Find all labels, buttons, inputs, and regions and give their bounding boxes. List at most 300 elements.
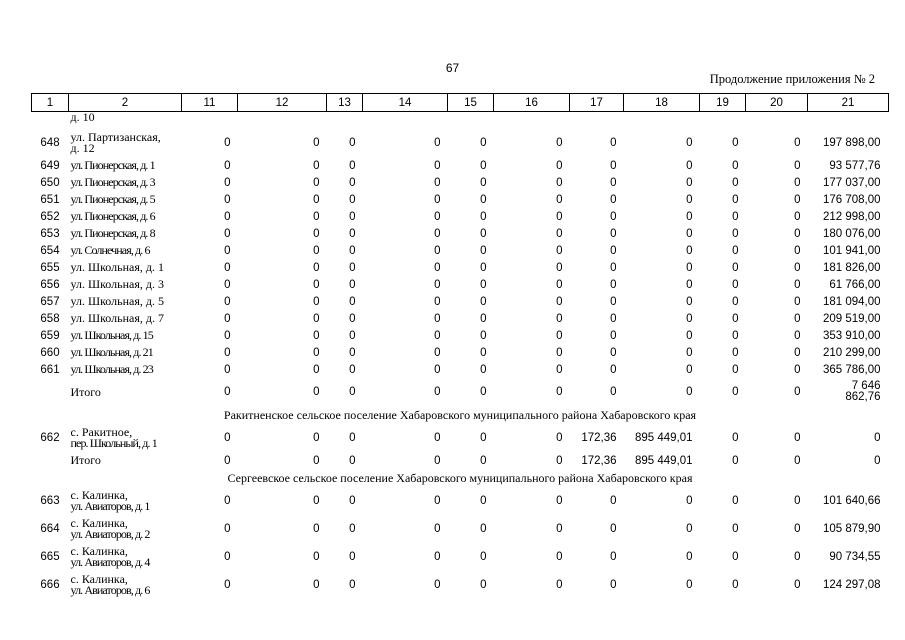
value-cell: 0 [686,227,693,240]
column-header: 14 [363,94,448,112]
value-cell: 0 [686,523,693,535]
value-cell: 90 734,55 [829,551,881,563]
row-number: 652 [40,210,60,223]
value-cell: 0 [794,227,801,240]
column-header: 18 [624,94,700,112]
table-row [32,242,889,259]
value-cell: 0 [556,386,563,398]
value-cell: 0 [732,346,739,359]
address-line: с. Калинка, [70,572,128,586]
value-cell: 0 [686,261,693,274]
value-cell: 365 786,00 [822,363,881,376]
value-cell: 0 [224,278,231,291]
address-line: ул. Пионерская, д. 8 [70,226,155,240]
value-cell: 0 [313,579,320,591]
value-cell: 0 [434,210,441,223]
value-cell: 0 [349,329,356,342]
address-line: ул. Солнечная, д. 6 [70,243,150,257]
value-cell: 101 640,66 [822,495,881,507]
value-cell: 0 [480,579,487,591]
table-body [32,112,889,600]
table-row [32,571,889,599]
address-line: ул. Партизанская, [70,130,161,144]
value-cell: 895 449,01 [634,432,693,444]
section-title: Ракитненское сельское поселение Хабаровского муниципального района Хабаровского края [223,407,697,422]
address-cell [69,361,182,378]
value-cell [624,112,700,130]
value-cell: 0 [686,346,693,359]
value-cell: 0 [349,278,356,291]
value-cell [182,112,238,130]
address-cell [69,424,182,452]
value-cell: 0 [480,551,487,563]
address-line: ул. Школьная, д. 23 [70,362,153,376]
value-cell: 0 [556,346,563,359]
value-cell: 0 [732,329,739,342]
value-cell: 0 [480,278,487,291]
value-cell: 0 [313,454,320,467]
table-row [32,515,889,543]
value-cell: 0 [313,210,320,223]
column-header: 11 [182,94,238,112]
row-number: 660 [40,346,60,359]
value-cell: 0 [313,244,320,257]
value-cell: 0 [732,312,739,325]
address-line: ул. Пионерская, д. 5 [70,192,155,206]
value-cell: 0 [794,551,801,563]
value-cell: 0 [556,454,563,467]
address-line: ул. Пионерская, д. 3 [70,175,155,189]
value-cell: 0 [556,579,563,591]
value-cell: 0 [224,523,231,535]
address-cell [69,515,182,543]
value-cell [746,112,808,130]
value-cell: 0 [349,193,356,206]
address-line: ул. Школьная, д. 1 [70,260,164,274]
value-cell: 0 [313,312,320,325]
address-cell [69,276,182,293]
value-cell: 0 [480,210,487,223]
value-cell: 0 [480,346,487,359]
column-header: 20 [746,94,808,112]
value-cell: 0 [224,551,231,563]
address-cell [69,259,182,276]
section-row [32,406,889,424]
value-cell: 0 [434,495,441,507]
value-cell: 0 [349,346,356,359]
value-cell: 0 [556,278,563,291]
value-cell: 0 [434,227,441,240]
value-cell: 0 [434,363,441,376]
value-cell: 0 [610,346,617,359]
value-cell: 0 [480,176,487,189]
value-cell: 181 094,00 [822,295,881,308]
value-cell: 0 [610,210,617,223]
value-cell: 0 [224,329,231,342]
value-cell: 0 [224,137,231,149]
address-cell [69,225,182,242]
value-cell: 0 [349,261,356,274]
total-row [32,452,889,469]
value-cell: 0 [224,386,231,398]
value-cell: 0 [349,244,356,257]
table-row [32,157,889,174]
value-cell: 0 [874,432,881,444]
value-cell: 0 [224,176,231,189]
value-cell: 0 [556,137,563,149]
value-cell: 0 [434,261,441,274]
value-cell: 0 [434,329,441,342]
address-cell [69,327,182,344]
value-cell: 0 [224,261,231,274]
value-cell: 0 [556,523,563,535]
value-cell: 0 [686,278,693,291]
row-number: 648 [40,137,60,149]
address-line: ул. Авиаторов, д. 6 [70,583,150,597]
value-cell: 0 [794,579,801,591]
value-cell: 0 [480,193,487,206]
value-cell: 0 [349,432,356,444]
continuation-note: Продолжение приложения № 2 [709,72,875,86]
value-cell: 0 [480,227,487,240]
value-cell: 0 [732,295,739,308]
table-row [32,543,889,571]
value-cell [570,112,624,130]
value-cell: 0 [434,551,441,563]
value-cell: 0 [349,176,356,189]
value-cell: 181 826,00 [822,261,881,274]
value-cell: 180 076,00 [822,227,881,240]
value-cell: 895 449,01 [634,454,693,467]
value-cell: 0 [686,137,693,149]
table-row [32,208,889,225]
column-header: 1 [32,94,69,112]
value-cell: 0 [434,176,441,189]
value-cell: 0 [349,363,356,376]
value-cell: 105 879,90 [822,523,881,535]
row-number: 655 [40,261,60,274]
value-cell: 0 [480,295,487,308]
value-cell: 209 519,00 [822,312,881,325]
value-cell: 0 [313,176,320,189]
value-cell: 0 [610,159,617,172]
column-header: 12 [238,94,327,112]
value-cell: 0 [480,454,487,467]
value-cell: 0 [434,579,441,591]
column-header: 16 [494,94,570,112]
value-cell: 0 [686,329,693,342]
value-cell: 0 [610,295,617,308]
value-cell: 0 [610,495,617,507]
address-line: д. 12 [70,141,95,155]
value-cell: 0 [732,193,739,206]
value-cell: 0 [794,295,801,308]
value-cell: 0 [732,363,739,376]
value-cell: 0 [686,176,693,189]
value-cell: 0 [686,579,693,591]
value-cell [238,112,327,130]
value-cell: 197 898,00 [822,137,881,149]
table-row [32,259,889,276]
value-cell: 0 [686,551,693,563]
total-row [32,378,889,406]
value-cell: 0 [732,227,739,240]
value-cell: 0 [732,432,739,444]
value-cell: 0 [794,329,801,342]
address-cell [69,157,182,174]
value-cell: 0 [556,210,563,223]
section-row [32,469,889,487]
value-cell: 0 [794,346,801,359]
value-cell: 0 [732,244,739,257]
table-row [32,293,889,310]
address-line: ул. Авиаторов, д. 2 [70,527,150,541]
value-cell: 0 [480,159,487,172]
address-cell [69,191,182,208]
value-cell: 0 [349,495,356,507]
value-cell: 0 [313,329,320,342]
value-cell: 0 [610,386,617,398]
value-cell: 0 [794,137,801,149]
row-number: 663 [40,495,60,507]
register-table [31,93,889,599]
value-cell: 177 037,00 [822,176,881,189]
value-cell: 353 910,00 [822,329,881,342]
value-cell: 0 [874,454,881,467]
value-cell: 0 [349,551,356,563]
value-cell: 0 [224,193,231,206]
value-cell: 0 [686,312,693,325]
column-header: 13 [327,94,363,112]
value-cell: 0 [794,312,801,325]
value-cell: 0 [610,261,617,274]
value-cell: 0 [610,523,617,535]
value-cell: 0 [313,432,320,444]
value-cell: 0 [313,137,320,149]
value-cell: 0 [556,176,563,189]
value-cell: 0 [556,295,563,308]
table-row [32,129,889,157]
address-cell [69,242,182,259]
value-cell: 0 [556,551,563,563]
value-cell: 0 [610,193,617,206]
address-line: ул. Школьная, д. 7 [70,311,164,325]
address-cell [69,543,182,571]
value-cell: 0 [434,312,441,325]
value-cell: 0 [794,176,801,189]
value-cell: 0 [313,193,320,206]
value-cell: 0 [556,244,563,257]
address-line: ул. Школьная, д. 5 [70,294,164,308]
section-title: Сергеевское сельское поселение Хабаровского муниципального района Хабаровского края [227,470,693,485]
value-cell: 0 [794,432,801,444]
value-cell: 0 [313,551,320,563]
value-cell: 0 [434,159,441,172]
value-cell: 0 [686,210,693,223]
table-row [32,310,889,327]
row-number [32,378,69,406]
address-line: ул. Авиаторов, д. 1 [70,499,150,513]
value-cell: 0 [224,227,231,240]
value-cell: 0 [349,312,356,325]
value-cell: 0 [732,579,739,591]
address-line: с. Калинка, [70,488,128,502]
table-row [32,327,889,344]
value-cell: 0 [556,227,563,240]
value-cell: 0 [480,523,487,535]
value-cell: 0 [480,244,487,257]
column-header: 17 [570,94,624,112]
value-cell [700,112,746,130]
row-number: 665 [40,551,60,563]
value-cell: 0 [349,386,356,398]
page-number: 67 [445,61,460,75]
value-cell: 0 [610,579,617,591]
value-cell: 0 [313,346,320,359]
address-line: с. Ракитное, [70,425,133,439]
table-row [32,487,889,515]
value-cell: 93 577,76 [829,159,881,172]
total-label: Итого [70,453,101,467]
value-cell: 0 [224,454,231,467]
value-cell: 172,36 [581,454,617,467]
value-cell [327,112,363,130]
value-cell: 0 [610,278,617,291]
value-cell: 0 [556,159,563,172]
row-number: 649 [40,159,60,172]
value-cell: 0 [313,495,320,507]
value-cell: 0 [224,312,231,325]
row-number: 654 [40,244,60,257]
row-number: 657 [40,295,60,308]
value-cell: 0 [224,244,231,257]
value-cell: 0 [556,329,563,342]
value-cell [448,112,494,130]
value-cell: 0 [434,386,441,398]
table-header [32,94,889,112]
address-line: ул. Школьная, д. 15 [70,328,153,342]
total-value-line: 7 646 [851,380,881,392]
value-cell: 0 [224,346,231,359]
value-cell: 0 [313,159,320,172]
table-row [32,225,889,242]
value-cell: 0 [794,193,801,206]
value-cell: 0 [794,159,801,172]
value-cell: 0 [686,495,693,507]
address-line: с. Калинка, [70,544,128,558]
row-number: 661 [40,363,60,376]
table-row [32,344,889,361]
value-cell: 0 [686,193,693,206]
value-cell: 0 [224,210,231,223]
row-number: 666 [40,579,60,591]
address-cell [69,129,182,157]
table-row [32,174,889,191]
row-number: 650 [40,176,60,189]
table-row [32,361,889,378]
value-cell: 0 [794,523,801,535]
value-cell: 0 [349,579,356,591]
value-cell: 61 766,00 [829,278,881,291]
row-number: 656 [40,278,60,291]
value-cell: 0 [732,278,739,291]
column-header: 15 [448,94,494,112]
value-cell: 0 [434,346,441,359]
value-cell: 0 [434,137,441,149]
row-number: 662 [40,432,60,444]
value-cell: 0 [313,295,320,308]
value-cell: 172,36 [581,432,617,444]
value-cell: 0 [686,363,693,376]
row-number: 664 [40,523,60,535]
value-cell: 0 [732,495,739,507]
value-cell: 0 [313,523,320,535]
column-header: 2 [69,94,182,112]
value-cell: 0 [610,137,617,149]
value-cell: 0 [732,159,739,172]
address-cell [69,487,182,515]
value-cell: 0 [313,386,320,398]
value-cell: 101 941,00 [822,244,881,257]
value-cell: 0 [349,210,356,223]
value-cell: 0 [434,295,441,308]
value-cell: 0 [794,244,801,257]
address-cell [69,208,182,225]
value-cell: 0 [556,363,563,376]
value-cell: 0 [794,363,801,376]
value-cell: 0 [610,363,617,376]
value-cell: 212 998,00 [822,210,881,223]
value-cell [808,378,889,406]
value-cell: 0 [556,312,563,325]
value-cell: 0 [480,261,487,274]
value-cell: 0 [480,137,487,149]
value-cell: 0 [224,363,231,376]
table-row [32,276,889,293]
value-cell: 0 [794,261,801,274]
value-cell: 0 [556,261,563,274]
value-cell: 0 [610,227,617,240]
address-cell: д. 10 [70,110,95,124]
value-cell: 0 [224,579,231,591]
value-cell: 0 [556,495,563,507]
value-cell: 0 [732,261,739,274]
table-row [32,112,889,130]
value-cell: 0 [313,278,320,291]
address-line: ул. Пионерская, д. 6 [70,209,155,223]
value-cell: 210 299,00 [822,346,881,359]
address-cell [69,571,182,599]
address-cell [69,293,182,310]
value-cell: 0 [686,159,693,172]
value-cell: 0 [480,329,487,342]
value-cell: 0 [610,244,617,257]
value-cell: 0 [434,278,441,291]
value-cell: 0 [686,295,693,308]
row-number: 659 [40,329,60,342]
address-cell [69,344,182,361]
value-cell: 0 [480,312,487,325]
value-cell: 0 [480,495,487,507]
column-header: 21 [808,94,889,112]
address-line: ул. Авиаторов, д. 4 [70,555,150,569]
value-cell: 0 [224,295,231,308]
value-cell: 0 [610,551,617,563]
value-cell: 0 [732,551,739,563]
table-row [32,424,889,452]
value-cell: 0 [349,295,356,308]
value-cell: 0 [224,159,231,172]
